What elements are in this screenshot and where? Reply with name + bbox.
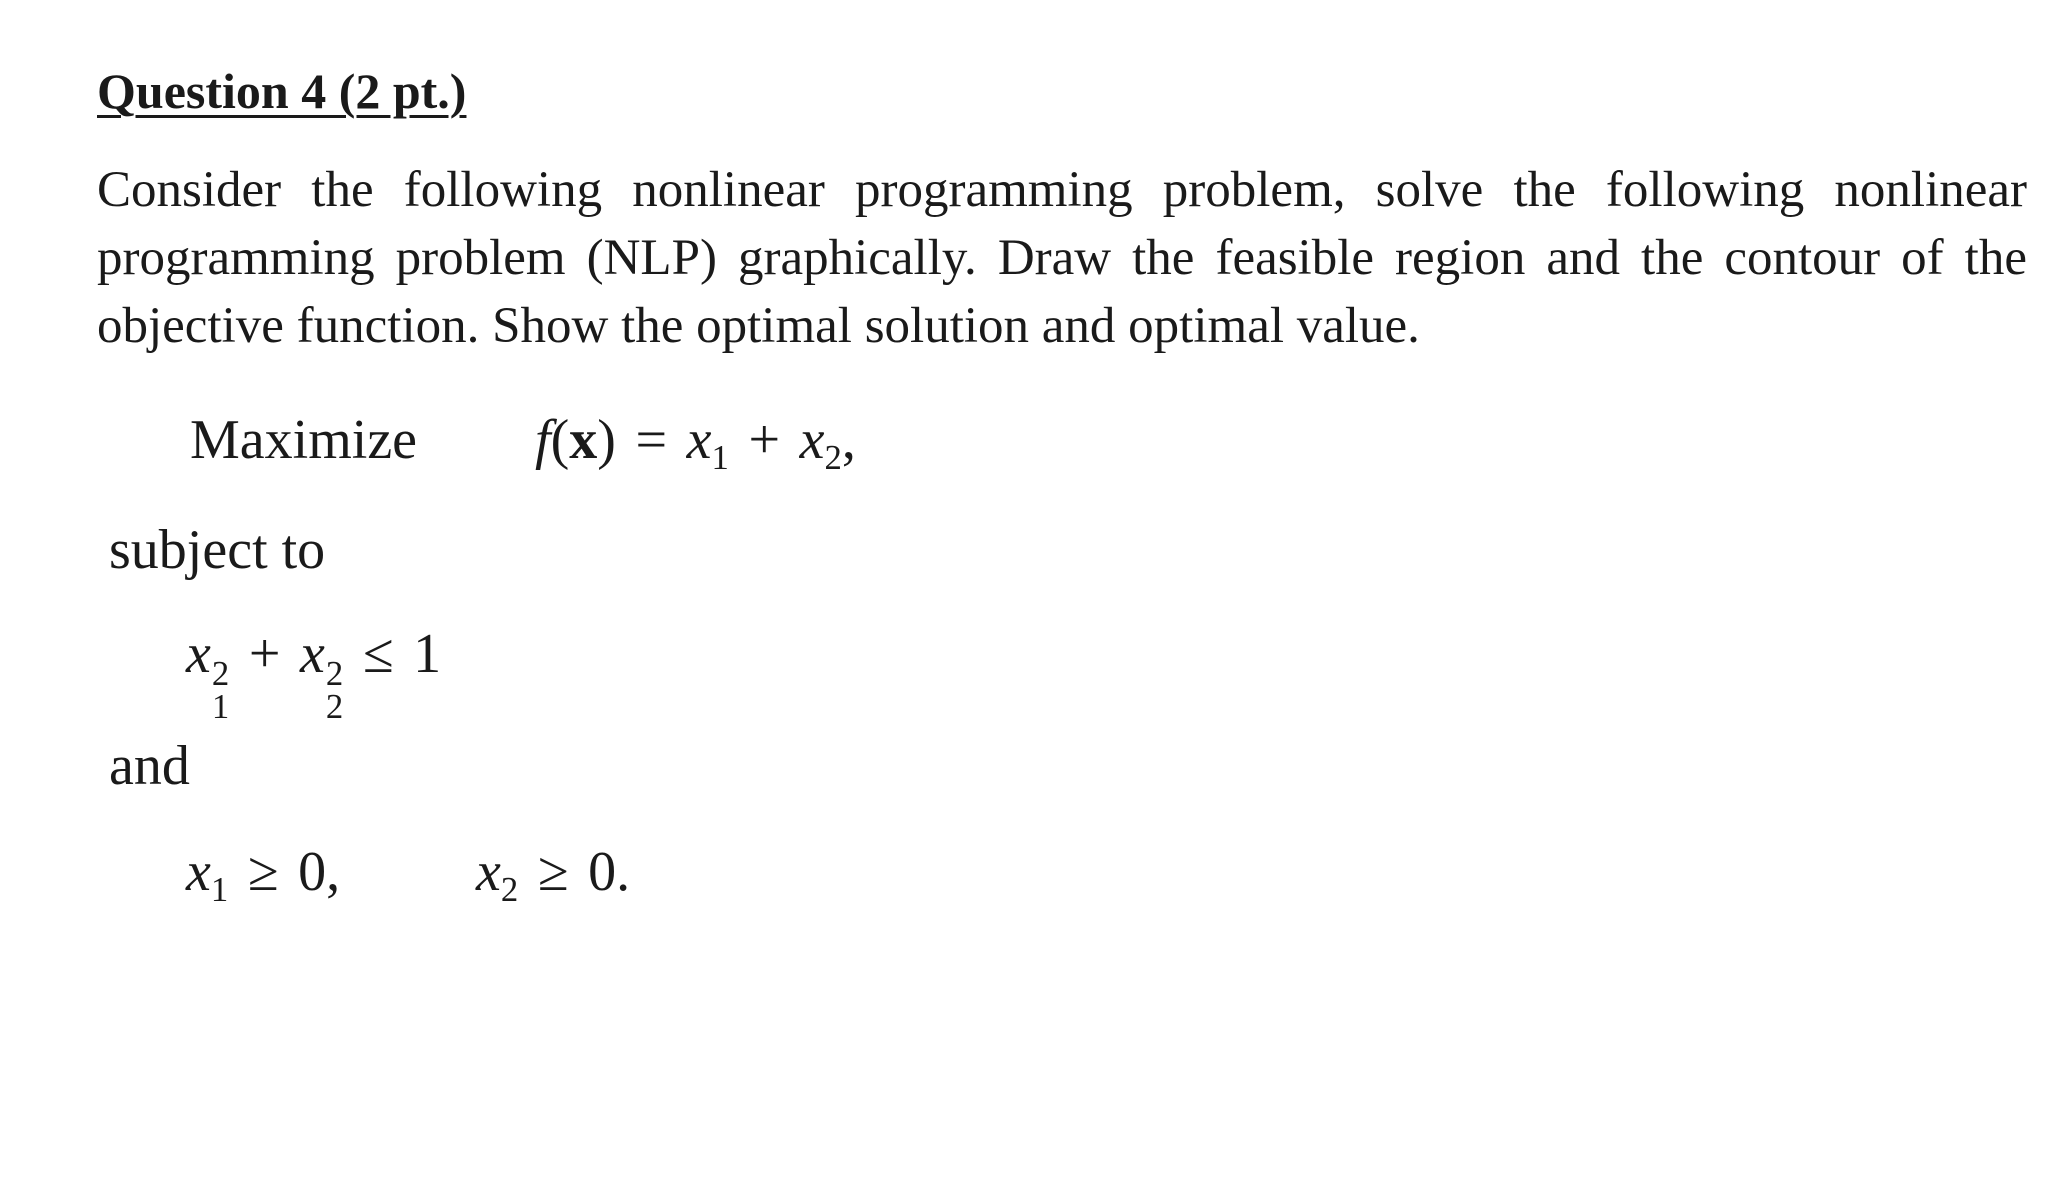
and-label: and [109,735,190,797]
objective-expression: $f(x) = x_1 + x_2$, [535,409,856,478]
constraint-expression: x 2 1 + x 2 2 ≤ 1 [186,623,442,727]
nonneg-x1: $x_1 \ge 0$, [186,841,341,910]
nonneg-x2: $x_2 \ge 0$. [476,841,631,910]
objective-label: Maximize [190,409,418,471]
prompt-line-2: programming problem (NLP) graphically. Draw the feasible region and the contour of the [97,230,2027,286]
objective-function [190,408,856,478]
prompt-line-3: objective function. Show the optimal solution and optimal value. [97,298,1420,354]
subject-to-label: subject to [109,519,326,581]
nonnegativity-constraints [186,840,630,910]
question-prompt [97,156,2027,360]
prompt-line-1: Consider the following nonlinear programming problem, solve the following nonlinear [97,162,2027,218]
question-title: Question 4 (2 pt.) [97,63,467,119]
